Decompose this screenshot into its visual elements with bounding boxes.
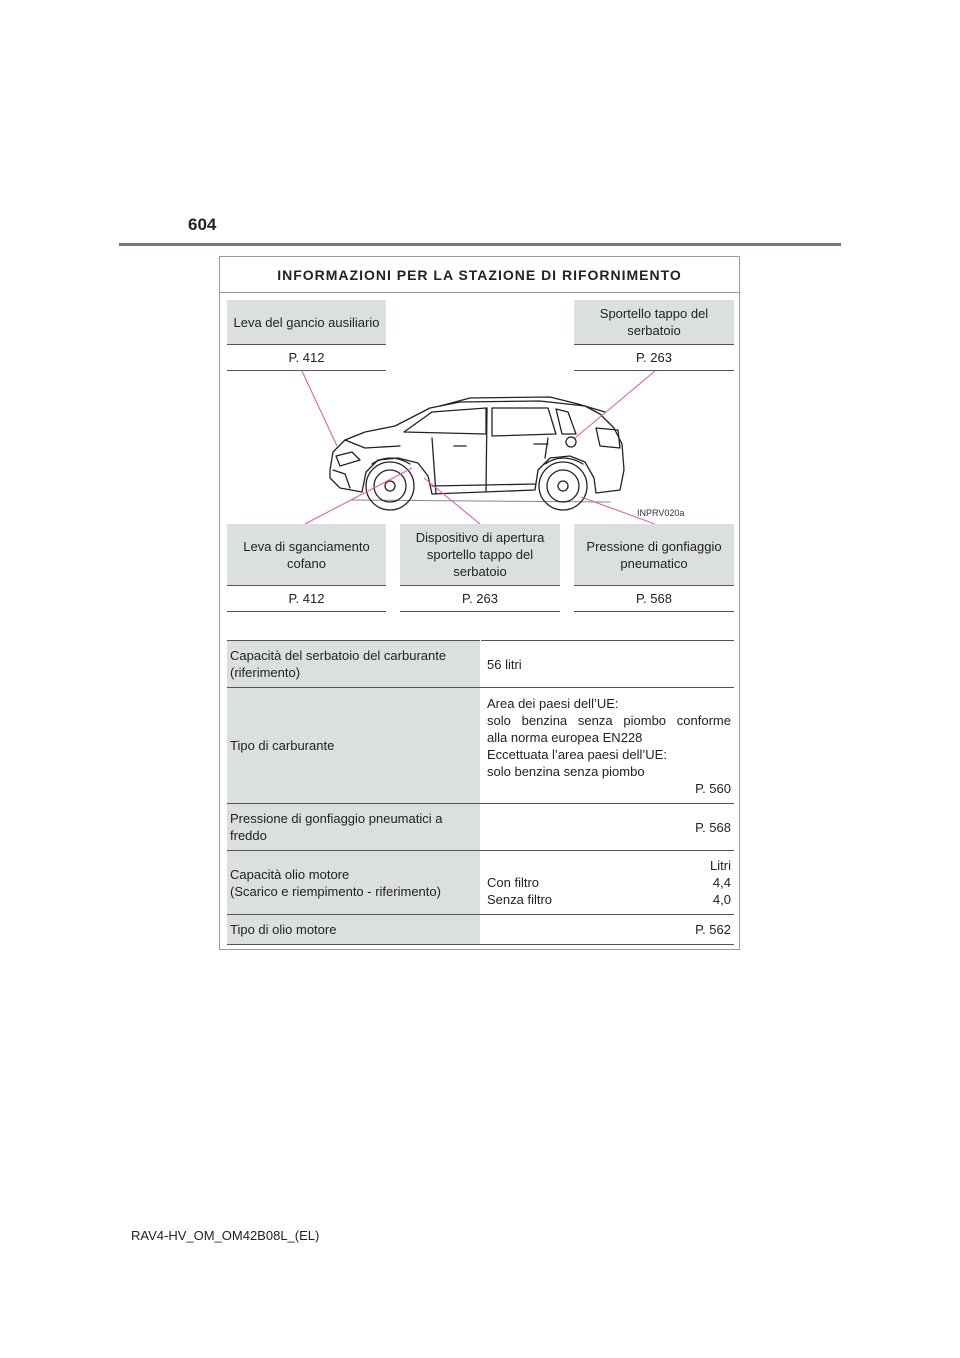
- ref-hood-aux-lever[interactable]: P. 412: [227, 345, 386, 371]
- spec-value-cold-tire-pressure[interactable]: P. 568: [481, 804, 735, 851]
- figure-code: INPRV020a: [637, 508, 685, 518]
- table-row: [227, 641, 734, 688]
- spec-key-fuel-capacity: Capacità del serbatoio del carburante (riferimento): [227, 641, 481, 688]
- oil-unit: Litri: [710, 858, 731, 873]
- ref-fuel-door-opener[interactable]: P. 263: [400, 586, 560, 612]
- page-number: 604: [188, 215, 217, 234]
- engine-oil-capacity-subtitle: (Scarico e riempimento - riferimento): [230, 883, 441, 899]
- fuel-type-ref[interactable]: P. 560: [695, 780, 731, 796]
- fuel-type-line-5: solo benzina senza piombo: [487, 763, 645, 779]
- fuel-type-line-1: Area dei paesi dell’UE:: [487, 695, 619, 711]
- footer-model-code: RAV4-HV_OM_OM42B08L_(EL): [131, 1228, 320, 1243]
- spec-table: [227, 640, 734, 945]
- oil-without-filter-value: 4,0: [712, 892, 731, 907]
- callout-fuel-door-opener: Dispositivo di apertura sportello tappo del serbatoio: [400, 524, 560, 586]
- spec-value-engine-oil-capacity: [481, 851, 735, 915]
- spec-key-engine-oil-capacity: [227, 851, 481, 915]
- spec-key-engine-oil-type: Tipo di olio motore: [227, 915, 481, 945]
- spec-key-cold-tire-pressure: Pressione di gonfiaggio pneumatici a freddo: [227, 804, 481, 851]
- oil-without-filter-label: Senza filtro: [487, 892, 553, 907]
- fuel-type-line-3: alla norma europea EN228: [487, 729, 643, 745]
- spec-value-fuel-type: [481, 688, 735, 804]
- fuel-type-line-4: Eccettuata l’area paesi dell’UE:: [487, 746, 667, 762]
- table-row: [227, 804, 734, 851]
- fuel-type-line-2: solo benzina senza piombo conforme: [487, 712, 731, 728]
- ref-fuel-door[interactable]: P. 263: [574, 345, 734, 371]
- engine-oil-capacity-title: Capacità olio motore: [230, 866, 350, 882]
- callout-hood-aux-lever: Leva del gancio ausiliario: [227, 300, 386, 345]
- table-row: [227, 915, 734, 945]
- spec-value-engine-oil-type[interactable]: P. 562: [481, 915, 735, 945]
- section-title: INFORMAZIONI PER LA STAZIONE DI RIFORNIMENTO: [220, 257, 739, 293]
- spec-key-fuel-type: Tipo di carburante: [227, 688, 481, 804]
- ref-hood-release[interactable]: P. 412: [227, 586, 386, 612]
- spec-value-fuel-capacity: 56 litri: [481, 641, 735, 688]
- oil-with-filter-label: Con filtro: [487, 875, 540, 890]
- callout-fuel-door: Sportello tappo del serbatoio: [574, 300, 734, 345]
- callout-tire-pressure: Pressione di gonfiaggio pneumatico: [574, 524, 734, 586]
- table-row: [227, 851, 734, 915]
- oil-with-filter-value: 4,4: [712, 875, 731, 890]
- table-row: [227, 688, 734, 804]
- callout-hood-release: Leva di sganciamento cofano: [227, 524, 386, 586]
- ref-tire-pressure[interactable]: P. 568: [574, 586, 734, 612]
